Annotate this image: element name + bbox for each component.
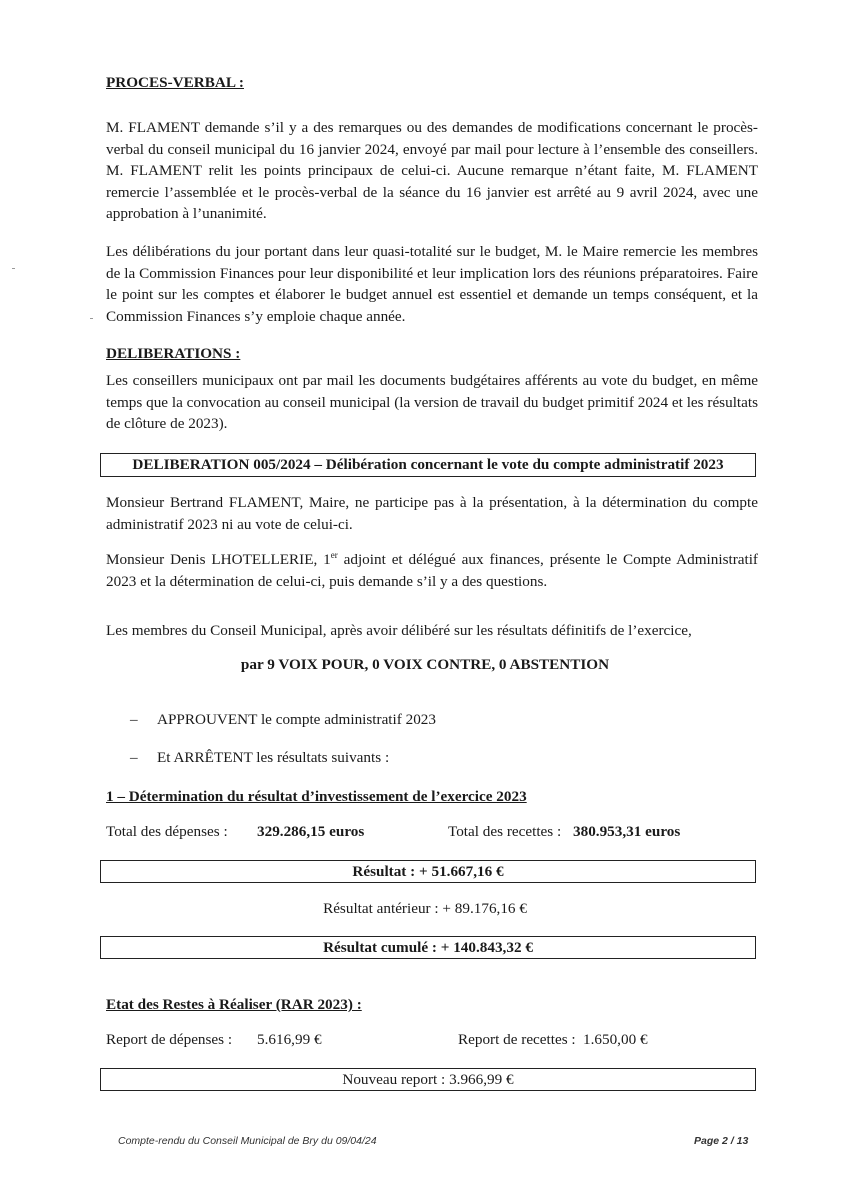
resultat-value: Résultat : + 51.667,16 € [352, 863, 504, 880]
bullet-item-2: Et ARRÊTENT les résultats suivants : [157, 749, 390, 766]
deliberation-005-title-box [100, 453, 756, 477]
proces-verbal-paragraph-1: M. FLAMENT demande s’il y a des remarques ou des demandes de modifications concernant le procès-verbal du conseil municipal du 16 janvier 2024, envoyé par mail pour lecture à l’ensemble des conseillers. M. FLAMENT relit les points principaux de celui-ci. Aucune remarque n’étant faite, M. FLAMENT remercie l’assemblée et le procès-verbal de la séance du 16 janvier est arrêté au 9 avril 2024, avec une approbation à l’unanimité. [106, 119, 758, 222]
deliberations-intro: Les conseillers municipaux ont par mail les documents budgétaires afférents au vote du budget, en même temps que la convocation au conseil municipal (la version de travail du budget primitif 2024 et les résultats de clôture de 2023). [106, 372, 758, 432]
rar-heading: Etat des Restes à Réaliser (RAR 2023) : [106, 996, 362, 1013]
bullet-item-1: APPROUVENT le compte administratif 2023 [157, 711, 436, 728]
report-recettes-label: Report de recettes : [458, 1031, 576, 1048]
proces-verbal-heading: PROCES-VERBAL : [106, 74, 244, 91]
total-recettes-label: Total des recettes : [448, 823, 562, 840]
deliberation-005-title: DELIBERATION 005/2024 – Délibération concernant le vote du compte administratif 2023 [132, 456, 724, 473]
total-depenses-value: 329.286,15 euros [257, 823, 365, 840]
resultat-cumule-box [100, 936, 756, 959]
bullet-dash-1: – [130, 711, 138, 728]
paragraph-2-superscript: er [330, 550, 338, 560]
resultat-box [100, 860, 756, 883]
investissement-heading: 1 – Détermination du résultat d’investissement de l’exercice 2023 [106, 788, 527, 805]
deliberations-heading: DELIBERATIONS : [106, 345, 241, 362]
paragraph-2-text-a: Monsieur Denis LHOTELLERIE, 1 [106, 551, 331, 569]
footer-page-number: Page 2 / 13 [694, 1135, 749, 1147]
vote-result: par 9 VOIX POUR, 0 VOIX CONTRE, 0 ABSTENTION [240, 656, 610, 673]
nouveau-report-box [100, 1068, 756, 1091]
bullet-dash-2: – [130, 749, 138, 766]
nouveau-report-value: Nouveau report : 3.966,99 € [342, 1071, 514, 1088]
report-depenses-label: Report de dépenses : [106, 1031, 233, 1048]
margin-mark [90, 318, 93, 319]
total-depenses-label: Total des dépenses : [106, 823, 228, 840]
report-depenses-value: 5.616,99 € [257, 1031, 322, 1048]
paragraph-2-text-b: adjoint et délégué aux finances, présente le Compte Administratif 2023 et la détermination de celui-ci, puis demande s’il y a des questions. [106, 551, 758, 590]
deliberation-005-paragraph-1: Monsieur Bertrand FLAMENT, Maire, ne participe pas à la présentation, à la détermination du compte administratif 2023 ni au vote de celui-ci. [106, 494, 758, 533]
resultat-anterieur: Résultat antérieur : + 89.176,16 € [323, 900, 527, 917]
report-recettes-value: 1.650,00 € [583, 1031, 648, 1048]
total-recettes-value: 380.953,31 euros [573, 823, 681, 840]
deliberation-005-paragraph-3: Les membres du Conseil Municipal, après avoir délibéré sur les résultats définitifs de l’exercice, [106, 622, 692, 639]
resultat-cumule-value: Résultat cumulé : + 140.843,32 € [323, 939, 533, 956]
deliberation-005-paragraph-2 [106, 545, 758, 592]
footer-left: Compte-rendu du Conseil Municipal de Bry du 09/04/24 [118, 1135, 377, 1147]
margin-mark [12, 268, 15, 269]
proces-verbal-paragraph-2: Les délibérations du jour portant dans leur quasi-totalité sur le budget, M. le Maire remercie les membres de la Commission Finances pour leur disponibilité et leur implication lors des réunions préparatoires. Faire le point sur les comptes et élaborer le budget annuel est essentiel et demande un temps conséquent, et la Commission Finances s’y emploie chaque année. [106, 243, 758, 325]
